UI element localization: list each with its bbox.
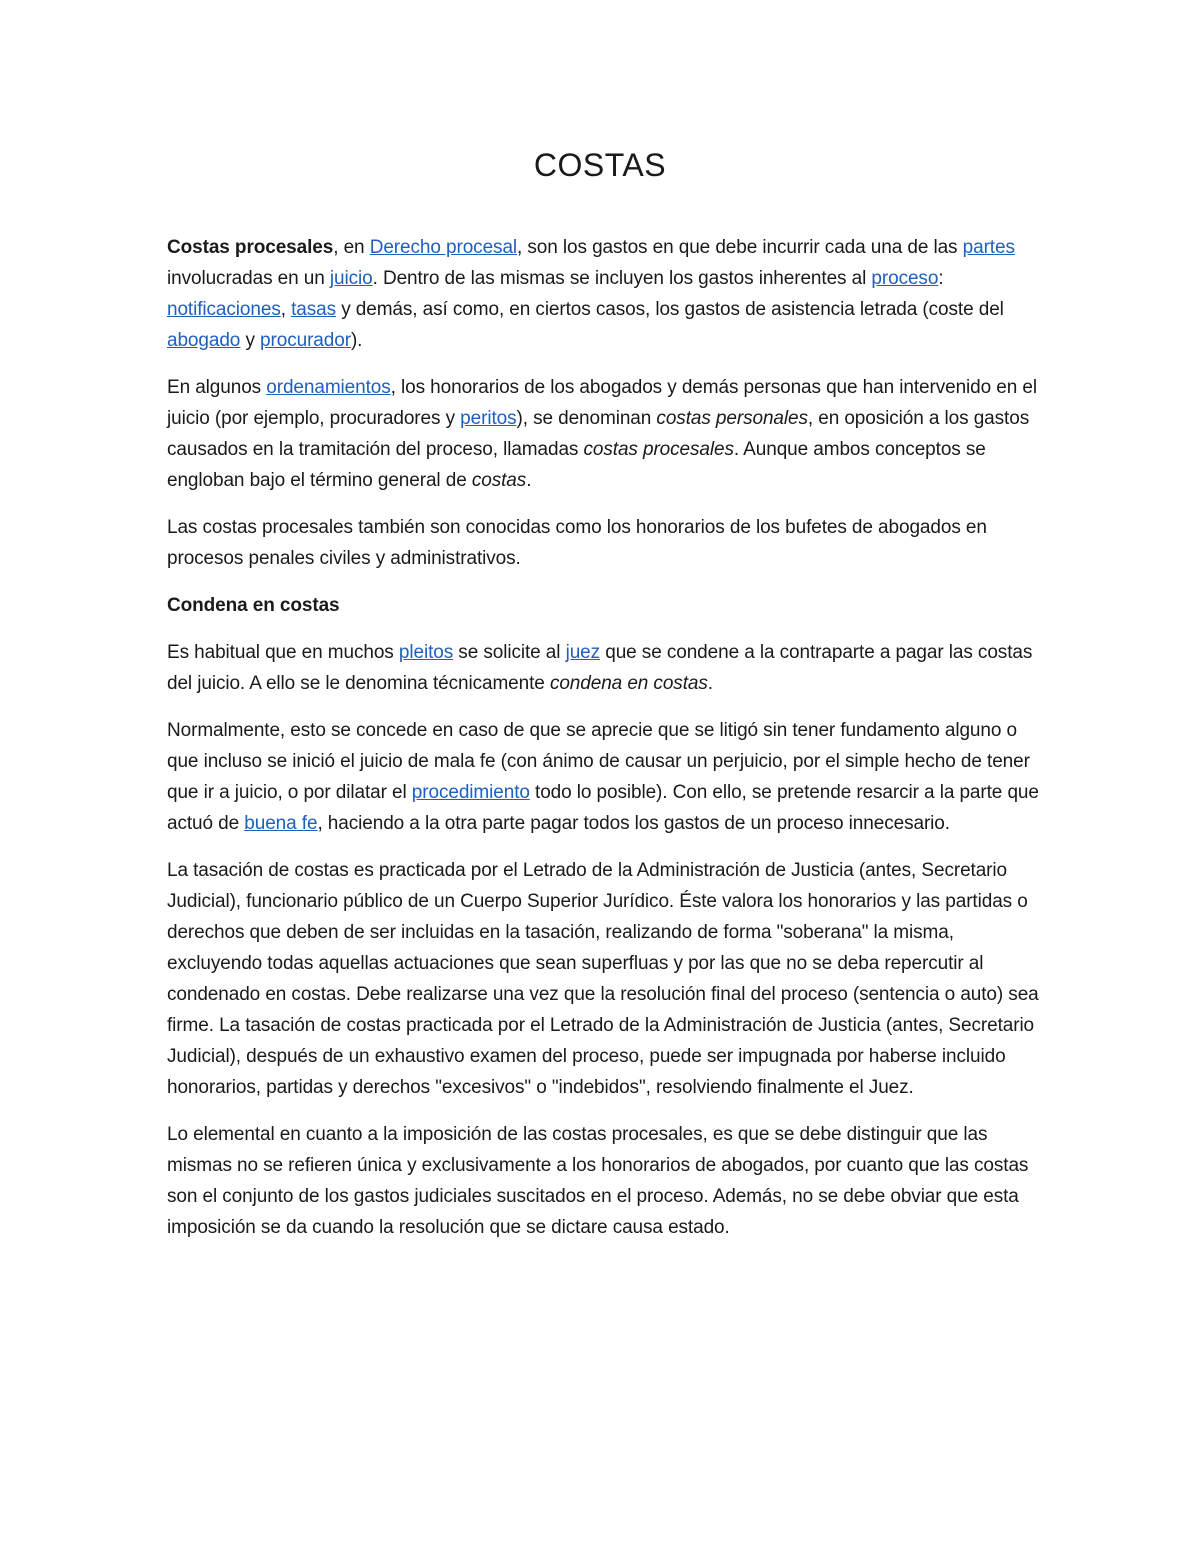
text-span: , en oposición a los gastos causados en la tramitación del proceso, llamadas <box>167 408 1030 460</box>
text-span: . Dentro de las mismas se incluyen los gastos inherentes al <box>372 268 872 289</box>
text-span: y demás, así como, en ciertos casos, los gastos de asistencia letrada (coste del <box>336 299 1004 320</box>
italic-term: condena en costas <box>549 673 708 694</box>
text-span: ). <box>350 330 363 351</box>
text-span: , son los gastos en que debe incurrir cada una de las <box>517 237 963 258</box>
text-span: , haciendo a la otra parte pagar todos los gastos de un proceso innecesario. <box>317 813 950 834</box>
link-juicio[interactable]: juicio <box>329 268 373 289</box>
text-span: Normalmente, esto se concede en caso de que se aprecie que se litigó sin tener fundamento alguno o que incluso se inició el juicio de mala fe (con ánimo de causar un perjuicio, por el simple hecho de tener que ir a juicio, o por dilatar el <box>167 720 1030 803</box>
link-tasas[interactable]: tasas <box>291 299 337 320</box>
link-pleitos[interactable]: pleitos <box>398 642 454 663</box>
text-span: se solicite al <box>453 642 566 663</box>
text-span: ), se denominan <box>516 408 657 429</box>
link-notificaciones[interactable]: notificaciones <box>167 299 281 320</box>
text-span: , <box>280 299 292 320</box>
italic-term: costas <box>471 470 527 491</box>
link-buena-fe[interactable]: buena fe <box>244 813 318 834</box>
link-procedimiento[interactable]: procedimiento <box>411 782 530 803</box>
link-peritos[interactable]: peritos <box>460 408 517 429</box>
section-heading: Condena en costas <box>167 595 340 616</box>
link-ordenamientos[interactable]: ordenamientos <box>266 377 391 398</box>
paragraph-6: La tasación de costas es practicada por el Letrado de la Administración de Justicia (antes, Secretario Judicial), funcionario público de un Cuerpo Superior Jurídico. Éste valora los honorarios y las partidas o derechos que deben de ser incluidas en la tasación, realizando de forma "soberana" la misma, excluyendo todas aquellas actuaciones que sean superfluas y por las que no se deba repercutir al condenado en costas. Debe realizarse una vez que la resolución final del proceso (sentencia o auto) sea firme. La tasación de costas practicada por el Letrado de la Administración de Justicia (antes, Secretario Judicial), después de un exhaustivo examen del proceso, puede ser impugnada por haberse incluido honorarios, partidas y derechos "excesivos" o "indebidos", resolviendo finalmente el Juez. <box>167 860 1039 1098</box>
text-span: involucradas en un <box>167 268 330 289</box>
link-partes[interactable]: partes <box>962 237 1015 258</box>
bold-term: Costas procesales <box>167 237 334 258</box>
text-span: . Aunque ambos conceptos se engloban bajo el término general de <box>167 439 986 491</box>
text-span: Es habitual que en muchos <box>167 642 399 663</box>
link-derecho-procesal[interactable]: Derecho procesal <box>369 237 518 258</box>
text-span: que se condene a la contraparte a pagar las costas del juicio. A ello se le denomina técnicamente <box>167 642 1033 694</box>
text-span: , en <box>333 237 370 258</box>
paragraph-2 <box>167 372 1039 496</box>
document-title: COSTAS <box>533 147 667 183</box>
italic-term: costas procesales <box>583 439 734 460</box>
paragraph-7: Lo elemental en cuanto a la imposición de las costas procesales, es que se debe distinguir que las mismas no se refieren única y exclusivamente a los honorarios de abogados, por cuanto que las costas son el conjunto de los gastos judiciales suscitados en el proceso. Además, no se debe obviar que esta imposición se da cuando la resolución que se dictare causa estado. <box>167 1124 1029 1238</box>
text-span: : <box>938 268 944 289</box>
text-span: En algunos <box>167 377 267 398</box>
text-span: y <box>240 330 261 351</box>
link-juez[interactable]: juez <box>565 642 601 663</box>
paragraph-1 <box>167 232 1039 356</box>
paragraph-3: Las costas procesales también son conocidas como los honorarios de los bufetes de abogados en procesos penales civiles y administrativos. <box>167 517 987 569</box>
paragraph-4 <box>167 637 1039 699</box>
paragraph-5 <box>167 715 1039 839</box>
link-abogado[interactable]: abogado <box>167 330 241 351</box>
text-span: . <box>526 470 532 491</box>
italic-term: costas personales <box>656 408 808 429</box>
link-proceso[interactable]: proceso <box>871 268 939 289</box>
document-body <box>167 232 1039 1259</box>
link-procurador[interactable]: procurador <box>260 330 351 351</box>
text-span: todo lo posible). Con ello, se pretende resarcir a la parte que actuó de <box>167 782 1039 834</box>
text-span: , los honorarios de los abogados y demás personas que han intervenido en el juicio (por ejemplo, procuradores y <box>167 377 1037 429</box>
text-span: . <box>707 673 713 694</box>
